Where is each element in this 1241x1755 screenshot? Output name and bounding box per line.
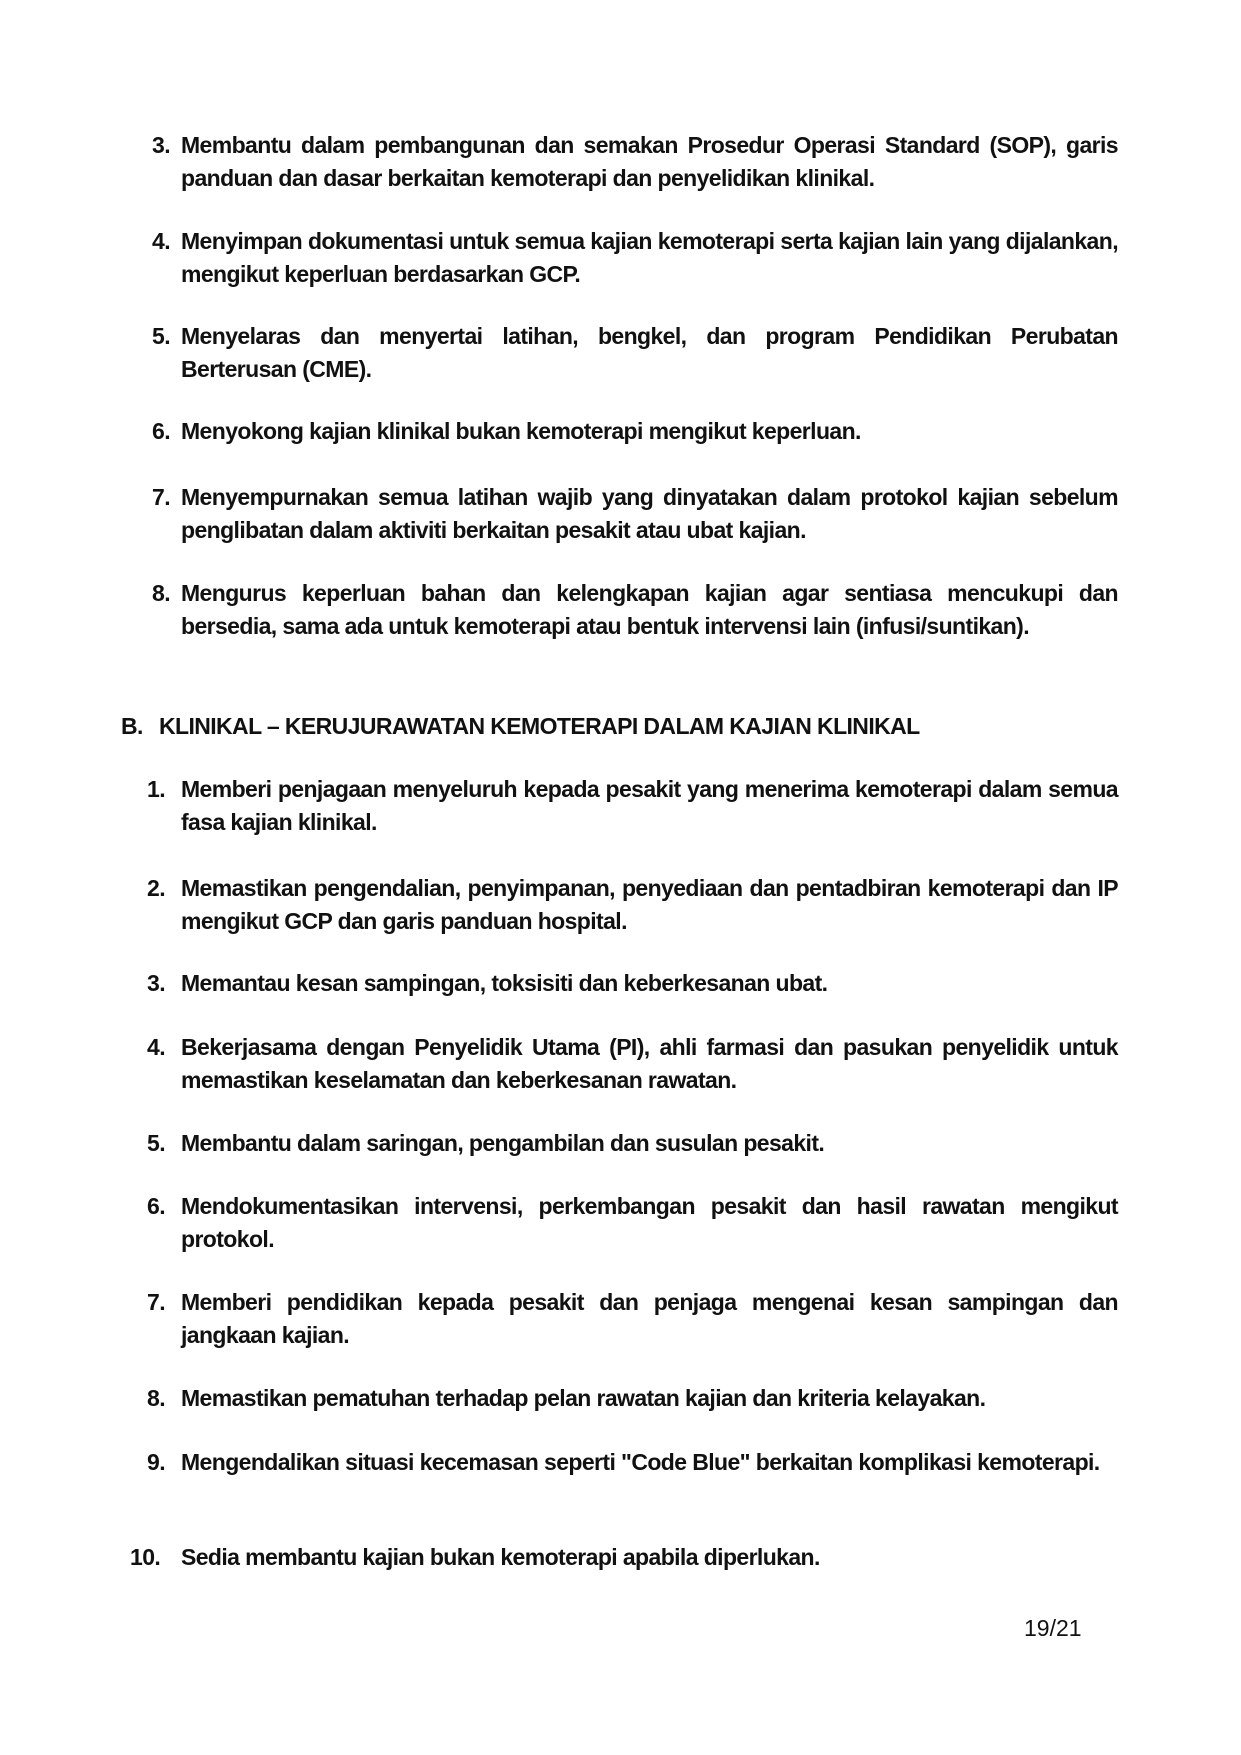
section-b-heading (121, 710, 920, 743)
item-number: 6. (147, 1193, 165, 1219)
item-number: 2. (147, 875, 165, 901)
item-text: Menyempurnakan semua latihan wajib yang dinyatakan dalam protokol kajian sebelum penglibatan dalam aktiviti berkaitan pesakit atau ubat kajian. (181, 484, 1118, 543)
item-number: 7. (152, 484, 170, 510)
item-text: Memantau kesan sampingan, toksisiti dan keberkesanan ubat. (181, 970, 828, 996)
item-text: Menyimpan dokumentasi untuk semua kajian kemoterapi serta kajian lain yang dijalankan, mengikut keperluan berdasarkan GCP. (181, 228, 1118, 287)
item-text: Menyelaras dan menyertai latihan, bengkel, dan program Pendidikan Perubatan Berterusan (CME). (181, 323, 1118, 382)
item-number: 9. (147, 1449, 165, 1475)
item-number: 4. (152, 228, 170, 254)
item-number: 1. (147, 776, 165, 802)
item-number: 3. (147, 970, 165, 996)
item-text: Memastikan pematuhan terhadap pelan rawatan kajian dan kriteria kelayakan. (181, 1385, 986, 1411)
item-number: 8. (147, 1385, 165, 1411)
item-number: 4. (147, 1034, 165, 1060)
item-text: Mengendalikan situasi kecemasan seperti "Code Blue" berkaitan komplikasi kemoterapi. (181, 1449, 1100, 1475)
item-text: Mengurus keperluan bahan dan kelengkapan kajian agar sentiasa mencukupi dan bersedia, sama ada untuk kemoterapi atau bentuk intervensi lain (infusi/suntikan). (181, 580, 1118, 639)
page-number: 19/21 (1024, 1615, 1082, 1641)
item-text: Mendokumentasikan intervensi, perkembangan pesakit dan hasil rawatan mengikut protokol. (181, 1193, 1118, 1252)
item-text: Memberi pendidikan kepada pesakit dan penjaga mengenai kesan sampingan dan jangkaan kajian. (181, 1289, 1118, 1348)
item-number: 5. (147, 1130, 165, 1156)
item-number: 10. (130, 1544, 161, 1570)
item-number: 7. (147, 1289, 165, 1315)
item-number: 5. (152, 323, 170, 349)
item-text: Memastikan pengendalian, penyimpanan, penyediaan dan pentadbiran kemoterapi dan IP mengikut GCP dan garis panduan hospital. (181, 875, 1118, 934)
item-number: 3. (152, 132, 170, 158)
item-text: Menyokong kajian klinikal bukan kemoterapi mengikut keperluan. (181, 418, 861, 444)
item-text: Membantu dalam pembangunan dan semakan Prosedur Operasi Standard (SOP), garis panduan dan dasar berkaitan kemoterapi dan penyelidikan klinikal. (181, 132, 1118, 191)
section-title: KLINIKAL – KERUJURAWATAN KEMOTERAPI DALAM KAJIAN KLINIKAL (159, 713, 920, 739)
item-text: Sedia membantu kajian bukan kemoterapi apabila diperlukan. (181, 1544, 820, 1570)
section-letter: B. (121, 713, 143, 739)
item-text: Bekerjasama dengan Penyelidik Utama (PI), ahli farmasi dan pasukan penyelidik untuk memastikan keselamatan dan keberkesanan rawatan. (181, 1034, 1118, 1093)
item-number: 6. (152, 418, 170, 444)
item-text: Memberi penjagaan menyeluruh kepada pesakit yang menerima kemoterapi dalam semua fasa kajian klinikal. (181, 776, 1118, 835)
item-text: Membantu dalam saringan, pengambilan dan susulan pesakit. (181, 1130, 825, 1156)
item-number: 8. (152, 580, 170, 606)
